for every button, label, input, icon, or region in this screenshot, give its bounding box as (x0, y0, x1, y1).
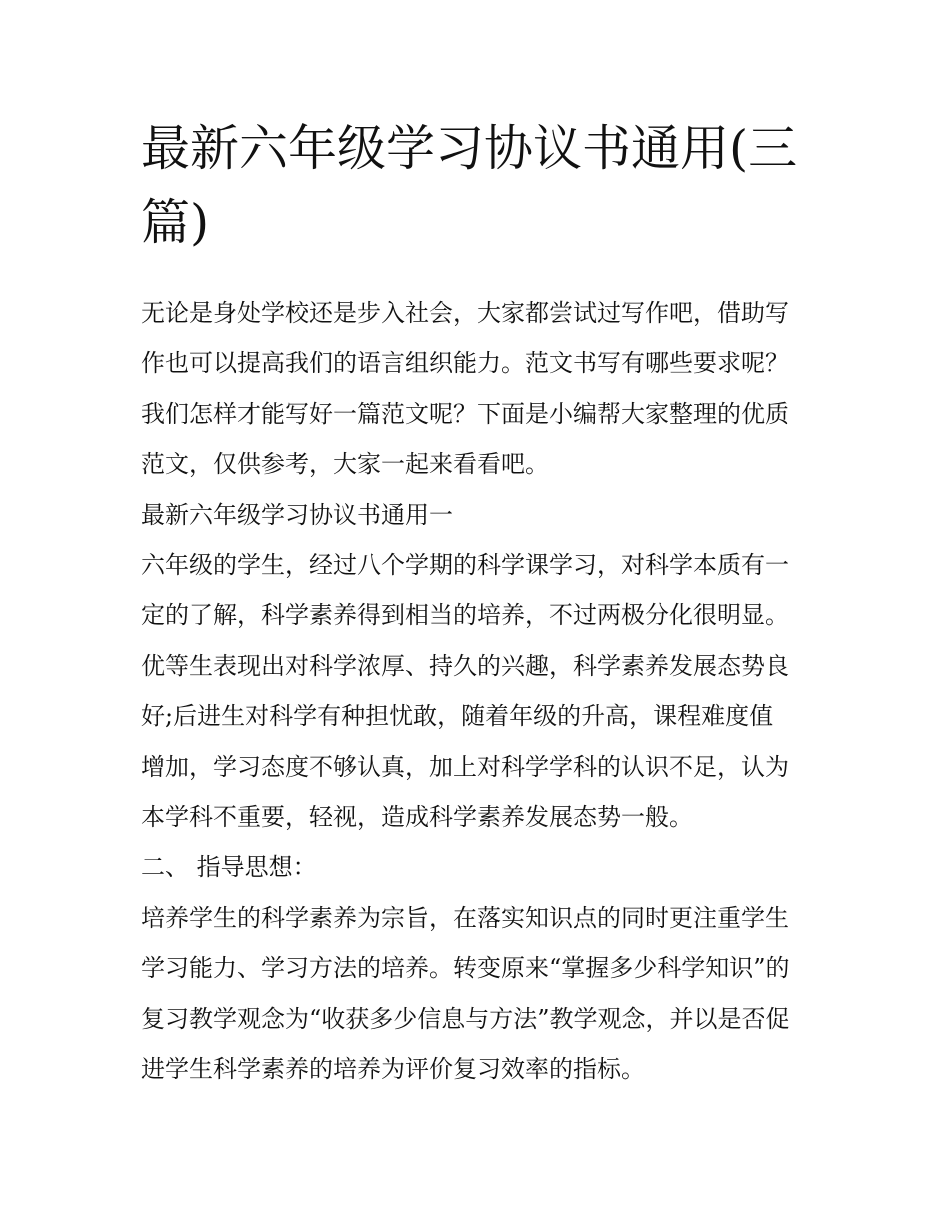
intro-paragraph-line: 无论是身处学校还是步入社会，大家都尝试过写作吧，借助写 (141, 299, 789, 327)
intro-paragraph-line: 作也可以提高我们的语言组织能力。范文书写有哪些要求呢？ (141, 349, 789, 378)
analysis-paragraph-line: 优等生表现出对科学浓厚、持久的兴趣，科学素养发展态势良 (141, 651, 789, 680)
section-heading: 最新六年级学习协议书通用一 (141, 500, 453, 529)
title-line: 最新六年级学习协议书通用(三 (141, 120, 798, 177)
intro-paragraph-line: 范文，仅供参考，大家一起来看看吧。 (141, 450, 549, 479)
analysis-paragraph-line: 六年级的学生，经过八个学期的科学课学习，对科学本质有一 (141, 551, 789, 580)
document-body (141, 288, 816, 1095)
analysis-paragraph-line: 好;后进生对科学有种担忧敢，随着年级的升高，课程难度值 (141, 702, 774, 731)
analysis-paragraph-line: 定的了解，科学素养得到相当的培养，不过两极分化很明显。 (141, 601, 789, 630)
subsection-heading: 二、 指导思想： (141, 853, 317, 882)
guidance-paragraph-line: 复习教学观念为“收获多少信息与方法”教学观念，并以是否促 (141, 1004, 790, 1033)
intro-paragraph-line: 我们怎样才能写好一篇范文呢？下面是小编帮大家整理的优质 (141, 399, 789, 428)
analysis-paragraph-line: 增加，学习态度不够认真，加上对科学学科的认识不足，认为 (141, 752, 789, 781)
guidance-paragraph-line: 培养学生的科学素养为宗旨，在落实知识点的同时更注重学生 (141, 903, 789, 932)
title-line: 篇) (141, 194, 210, 251)
guidance-paragraph-line: 进学生科学素养的培养为评价复习效率的指标。 (141, 1055, 645, 1084)
guidance-paragraph-line: 学习能力、学习方法的培养。转变原来“掌握多少科学知识”的 (141, 954, 790, 983)
document-page (141, 112, 816, 1095)
analysis-paragraph-line: 本学科不重要，轻视，造成科学素养发展态势一般。 (141, 803, 693, 832)
document-title (141, 112, 816, 260)
